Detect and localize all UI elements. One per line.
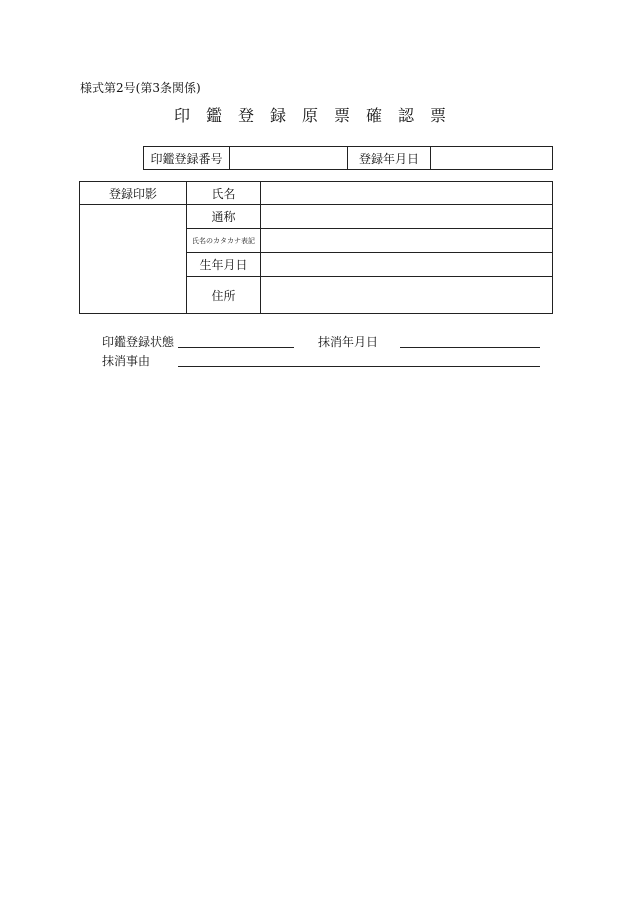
katakana-name-label: 氏名のカタカナ表記 — [187, 229, 261, 253]
form-number: 様式第2号(第3条関係) — [80, 81, 201, 95]
table-row — [80, 182, 553, 205]
seal-status-label: 印鑑登録状態 — [102, 335, 175, 349]
table-row — [80, 205, 553, 229]
registration-date-field[interactable] — [431, 147, 553, 170]
cancel-reason-line[interactable] — [178, 366, 540, 367]
name-field[interactable] — [261, 182, 553, 205]
alias-field[interactable] — [261, 205, 553, 229]
registration-number-label: 印鑑登録番号 — [144, 147, 230, 170]
alias-label: 通称 — [187, 205, 261, 229]
seal-record-table — [79, 181, 553, 314]
document-title: 印鑑登録原票確認票 — [173, 106, 462, 125]
registration-date-label: 登録年月日 — [348, 147, 431, 170]
cancel-date-line[interactable] — [400, 347, 540, 348]
birthdate-label: 生年月日 — [187, 253, 261, 277]
seal-impression-header: 登録印影 — [80, 182, 187, 205]
seal-impression-box[interactable] — [80, 205, 187, 314]
registration-number-field[interactable] — [230, 147, 348, 170]
katakana-name-field[interactable] — [261, 229, 553, 253]
seal-status-line[interactable] — [178, 347, 294, 348]
cancel-date-label: 抹消年月日 — [318, 335, 379, 349]
birthdate-field[interactable] — [261, 253, 553, 277]
registration-row — [144, 147, 553, 170]
cancel-reason-label: 抹消事由 — [102, 354, 151, 368]
name-label: 氏名 — [187, 182, 261, 205]
address-label: 住所 — [187, 277, 261, 314]
address-field[interactable] — [261, 277, 553, 314]
registration-table — [143, 146, 553, 170]
